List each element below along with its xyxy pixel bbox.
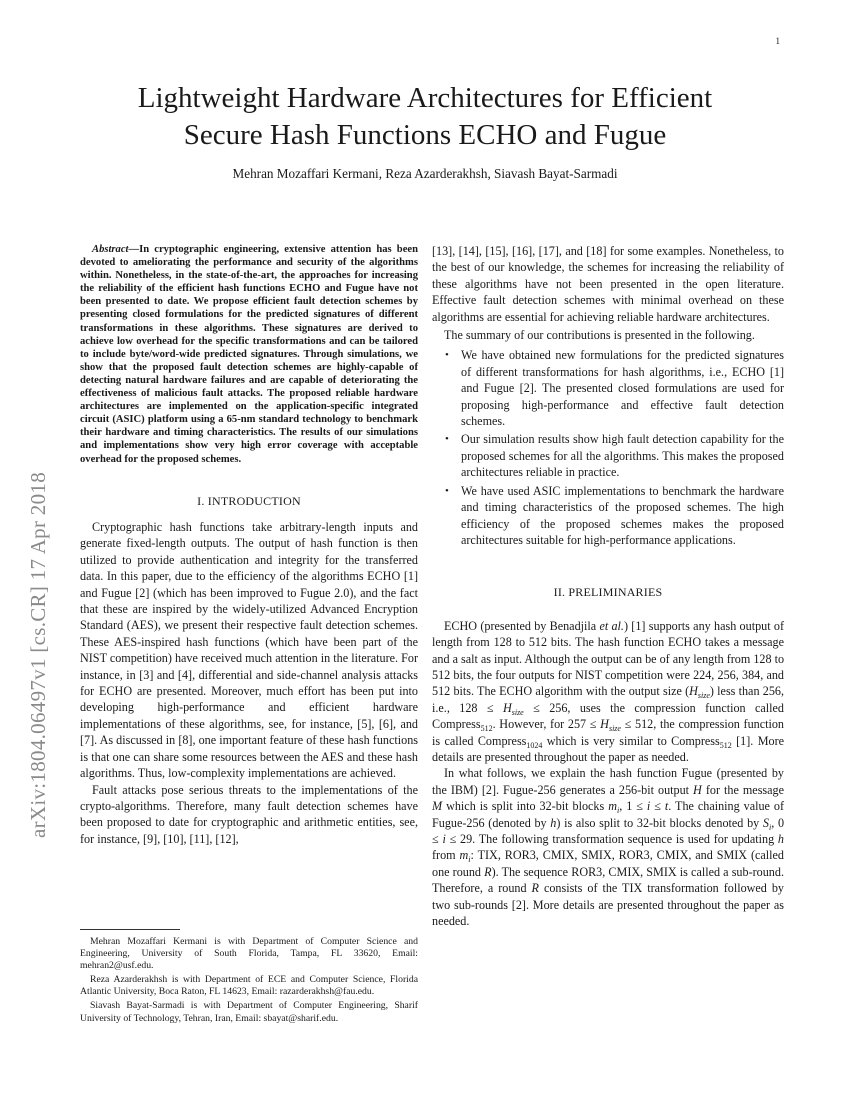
paper-title <box>60 80 790 154</box>
list-item: • Our simulation results show high fault detection capability for the proposed schemes for all the algorithms. This makes the proposed architectures reliable in practice. <box>445 432 784 480</box>
abstract-text: In cryptographic engineering, extensive attention has been devoted to ameliorating the performance and security of the algorithms within. Nonetheless, in the state-of-the-art, the approaches for increasing the reliability of the efficient hash functions ECHO and Fugue have not been presented to date. We propose efficient fault detection schemes by presenting closed formulations for the predicted signatures of different transformations in these algorithms. These signatures are derived to achieve low overhead for the specific transformations and can be tailored to include byte/word-wide predicted signatures. Through simulations, we show that the proposed fault detection schemes are highly-capable of detecting natural hardware failures and are capable of deteriorating the effectiveness of malicious fault attacks. The proposed reliable hardware architectures are implemented on the application-specific integrated circuit (ASIC) platform using a 65-nm standard technology to benchmark their hardware and timing characteristics. The results of our simulations and implementations show very high error coverage with acceptable overhead for the proposed schemes. <box>80 244 418 465</box>
left-column <box>80 243 418 847</box>
section-initial: I <box>207 493 212 508</box>
title-line-2: Secure Hash Functions ECHO and Fugue <box>183 119 667 151</box>
section-number: I. <box>197 493 205 508</box>
page-number: 1 <box>775 36 780 46</box>
footnote-2: Reza Azarderakhsh is with Department of ECE and Computer Science, Florida Atlantic University, Boca Raton, FL 14623, Email: razarderakhsh@fau.edu. <box>80 974 418 998</box>
title-line-1: Lightweight Hardware Architectures for Efficient <box>137 82 713 114</box>
abstract-dash: — <box>128 244 140 255</box>
section-initial: P <box>568 585 576 600</box>
section-title-rest: RELIMINARIES <box>575 585 663 600</box>
footnotes <box>80 929 418 1027</box>
abstract-label: Abstract <box>92 244 129 255</box>
list-item: • We have obtained new formulations for the predicted signatures of different transformations for hash algorithms, i.e., ECHO [1] and Fugue [2]. The presented closed formulations are used for proposing high-performance and effective fault detection schemes. <box>445 348 784 429</box>
section-number: II. <box>553 585 566 600</box>
bullet-icon: • <box>445 484 449 497</box>
footnote-rule <box>80 929 180 930</box>
prelim-paragraph-1: ECHO (presented by Benadjila et al.) [1] supports any hash output of length from 128 to 512 bits. The hash function ECHO takes a message and a salt as input. Although the output can be of any length from 128 to 512 bits, the four outputs for NIST competition were 224, 256, 384, and 512 bits. The ECHO algorithm with the output size $(H_{size})$ less than 256, i.e., $128 \le H_{size} \le 256$, uses the compression function called Compress$_{512}$. However, for $257 \le H_{size} \le 512$, the compression function is called Compress$_{1024}$ which is very similar to Compress$_{512}$ [1]. More details are presented throughout the paper as needed. <box>432 618 785 764</box>
contributions-list <box>432 347 784 548</box>
intro-paragraph-3: The summary of our contributions is presented in the following. <box>444 328 755 343</box>
intro-paragraph-2: Fault attacks pose serious threats to the implementations of the crypto-algorithms. Therefore, many fault detection schemes have been proposed to date for cryptographic and arithmetic entities, see, for instance, [9], [10], [11], [12], <box>80 782 418 846</box>
footnote-3: Siavash Bayat-Sarmadi is with Department of Computer Engineering, Sharif University of Technology, Tehran, Iran, Email: sbayat@sharif.edu. <box>80 1000 418 1024</box>
right-column <box>432 243 784 929</box>
footnote-1: Mehran Mozaffari Kermani is with Department of Computer Science and Engineering, University of South Florida, Tampa, FL 33620, Email: mehran2@usf.edu. <box>80 936 418 972</box>
prelim-paragraph-2: In what follows, we explain the hash function Fugue (presented by the IBM) [2]. Fugue-256 generates a 256-bit output H for the message M which is split into 32-bit blocks $m_i$, 1 ≤ i ≤ t. The chaining value of Fugue-256 (denoted by h) is also split to 32-bit blocks denoted by $S_i$, 0 ≤ i ≤ 29. The following transformation sequence is used for updating h from $m_i$: TIX, ROR3, CMIX, SMIX, ROR3, CMIX, and SMIX (called one round R). The sequence ROR3, CMIX, SMIX is called a sub-round. Therefore, a round R consists of the TIX transformation followed by two sub-rounds [2]. More details are presented throughout the paper as needed. <box>432 766 785 929</box>
bullet-icon: • <box>445 349 449 362</box>
author-list: Mehran Mozaffari Kermani, Reza Azarderakhsh, Siavash Bayat-Sarmadi <box>232 166 618 181</box>
list-item: • We have used ASIC implementations to benchmark the hardware and timing characteristics of the proposed schemes. The high efficiency of the proposed schemes makes the proposed architectures suitable for high-performance applications. <box>445 483 784 547</box>
arxiv-stamp: arXiv:1804.06497v1 [cs.CR] 17 Apr 2018 <box>26 471 50 839</box>
section-title-rest: NTRODUCTION <box>211 493 301 508</box>
intro-paragraph-2-continued: [13], [14], [15], [16], [17], and [18] for some examples. Nonetheless, to the best of our knowledge, the schemes for increasing the reliability of these algorithms have not been presented in the open literature. Effective fault detection schemes with minimal overhead on these algorithms are essential for achieving reliable hardware architectures. <box>432 244 784 324</box>
intro-paragraph-1: Cryptographic hash functions take arbitrary-length inputs and generate fixed-length outputs. The output of hash function is then utilized to provide authentication and integrity for the transferred data. In this paper, due to the efficiency of the algorithms ECHO [1] and Fugue [2] (which has been improved to Fugue 2.0), and the fact that these are inspired by the widely-utilized Advanced Encryption Standard (AES), we present their respective fault detection schemes. These AES-inspired hash functions (which have been part of the NIST competition) have received much attention in the literature. For instance, in [3] and [4], differential and side-channel analysis attacks for ECHO are presented. Moreover, much effort has been put into developing high-performance and efficient hardware implementations of these algorithms, see, for instance, [5], [6], and [7]. As discussed in [8], one important feature of these hash functions is that one can share some resources between the AES and these hash algorithms. Thus, low-complexity implementations are achieved. <box>80 520 418 781</box>
section-heading-introduction <box>80 493 418 509</box>
abstract <box>80 243 418 466</box>
bullet-icon: • <box>445 433 449 446</box>
section-heading-preliminaries <box>432 584 784 600</box>
